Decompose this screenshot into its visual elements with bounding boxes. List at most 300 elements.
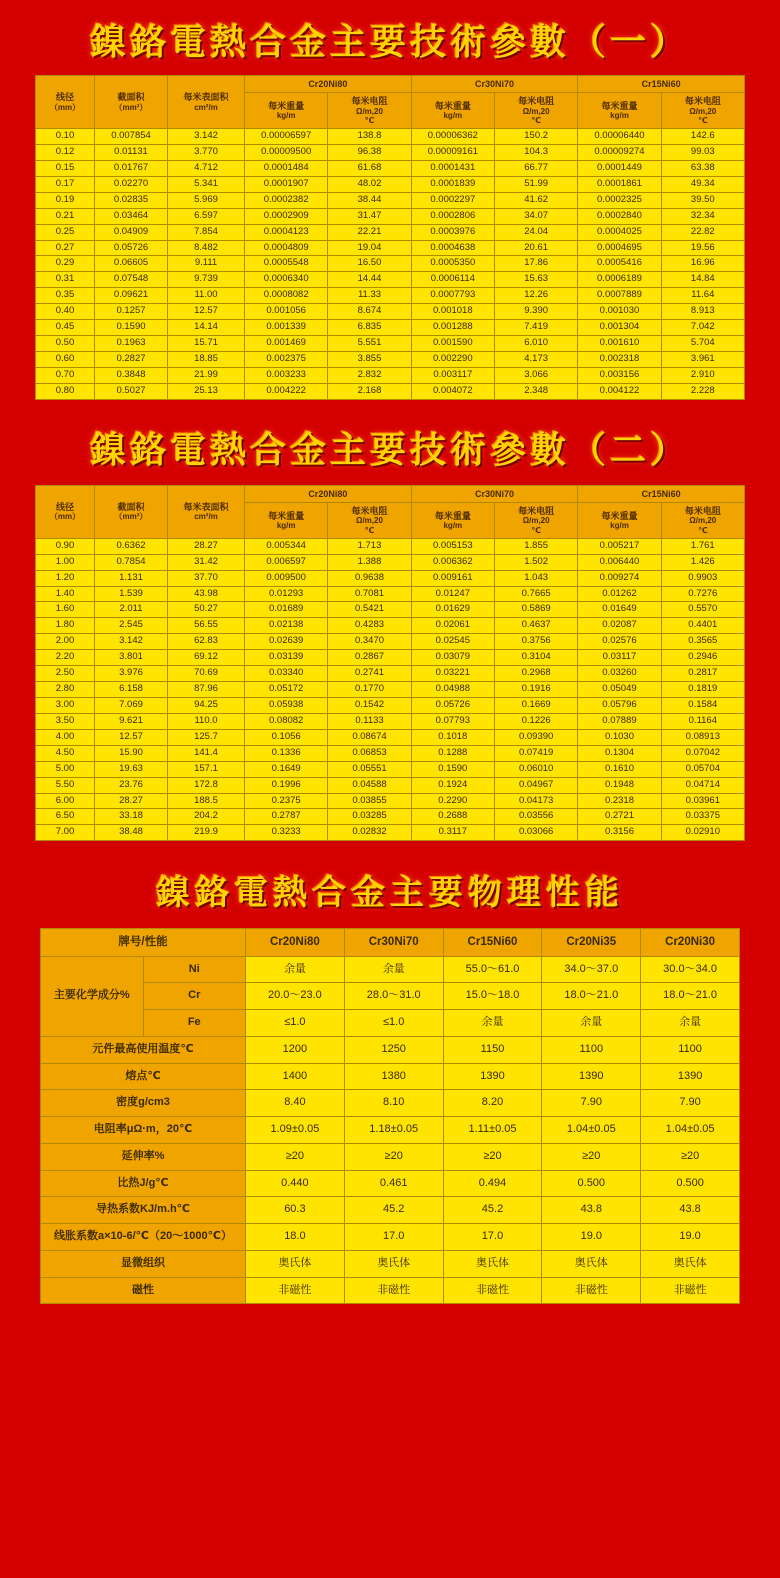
- table-cell: 0.1590: [95, 320, 168, 336]
- col-header-weight-1: 每米重量 kg/m: [245, 503, 328, 539]
- table-cell: 28.27: [95, 793, 168, 809]
- table-cell: 69.12: [168, 650, 245, 666]
- table-cell: 20.0～23.0: [246, 983, 345, 1010]
- table-cell: 0.494: [443, 1170, 542, 1197]
- table-cell: 8.674: [328, 304, 411, 320]
- table-cell: 12.26: [494, 288, 577, 304]
- table-cell: 0.0004638: [411, 240, 494, 256]
- table-row: [36, 570, 745, 586]
- row-header-property: 线胀系数a×10-6/℃（20～1000℃）: [41, 1224, 246, 1251]
- table-row: [36, 602, 745, 618]
- row-header-property: 导热系数KJ/m.h℃: [41, 1197, 246, 1224]
- physical-table-body: [41, 956, 740, 1304]
- table-cell: 219.9: [168, 825, 245, 841]
- table-cell: 25.13: [168, 383, 245, 399]
- table-row: [41, 1197, 740, 1224]
- row-header-property: 比热J/g℃: [41, 1170, 246, 1197]
- table-cell: 61.68: [328, 160, 411, 176]
- table-row: [36, 634, 745, 650]
- col-header-diameter: 线径 （mm）: [36, 485, 95, 538]
- table-cell: 0.03556: [494, 809, 577, 825]
- table-cell: 0.07548: [95, 272, 168, 288]
- table-cell: 9.621: [95, 713, 168, 729]
- table-row: [36, 777, 745, 793]
- table-cell: 1100: [542, 1036, 641, 1063]
- tech-table-1: [35, 75, 745, 400]
- table-cell: 0.500: [542, 1170, 641, 1197]
- table-cell: 94.25: [168, 698, 245, 714]
- table-cell: 8.40: [246, 1090, 345, 1117]
- table-cell: 0.07793: [411, 713, 494, 729]
- table-cell: 0.1610: [578, 761, 661, 777]
- table-row: [41, 1117, 740, 1144]
- table-cell: 0.006597: [245, 554, 328, 570]
- table-cell: 45.2: [443, 1197, 542, 1224]
- table-cell: 0.3156: [578, 825, 661, 841]
- col-header-cr20ni30: Cr20Ni30: [641, 929, 740, 956]
- table-cell: 110.0: [168, 713, 245, 729]
- cell-diameter: 0.27: [36, 240, 95, 256]
- table-cell: 6.010: [494, 336, 577, 352]
- table-cell: 0.0007889: [578, 288, 661, 304]
- table-cell: 4.712: [168, 160, 245, 176]
- table-row: [41, 1250, 740, 1277]
- table-cell: 0.0001484: [245, 160, 328, 176]
- table-cell: 43.98: [168, 586, 245, 602]
- table-cell: 奥氏体: [344, 1250, 443, 1277]
- table-cell: 0.0004123: [245, 224, 328, 240]
- table-cell: 0.02910: [661, 825, 744, 841]
- table-cell: ≥20: [344, 1143, 443, 1170]
- table-cell: 0.0007793: [411, 288, 494, 304]
- table-cell: 0.02835: [95, 192, 168, 208]
- table-cell: ≤1.0: [344, 1010, 443, 1037]
- table-cell: 0.0006189: [578, 272, 661, 288]
- table-cell: 0.0002840: [578, 208, 661, 224]
- tech-table-1-wrapper: [0, 75, 780, 400]
- cell-diameter: 1.00: [36, 554, 95, 570]
- table-cell: 0.0006114: [411, 272, 494, 288]
- table-row: [36, 713, 745, 729]
- table-cell: 7.90: [542, 1090, 641, 1117]
- table-cell: 150.2: [494, 129, 577, 145]
- physical-table-head: [41, 929, 740, 956]
- table-row: [36, 240, 745, 256]
- physical-table-wrapper: [0, 928, 780, 1304]
- table-cell: 1.539: [95, 586, 168, 602]
- table-cell: 1.713: [328, 538, 411, 554]
- table-cell: 104.3: [494, 144, 577, 160]
- table-cell: 0.1963: [95, 336, 168, 352]
- table-cell: 0.2318: [578, 793, 661, 809]
- table-cell: 1250: [344, 1036, 443, 1063]
- table-cell: 0.03221: [411, 666, 494, 682]
- col-header-area: 截面积 （mm²）: [95, 76, 168, 129]
- table-cell: 0.0002325: [578, 192, 661, 208]
- table-row: [36, 793, 745, 809]
- cell-diameter: 4.50: [36, 745, 95, 761]
- table-cell: 96.38: [328, 144, 411, 160]
- row-header-property: 延伸率%: [41, 1143, 246, 1170]
- table-cell: 1.426: [661, 554, 744, 570]
- cell-diameter: 5.00: [36, 761, 95, 777]
- col-header-resistance-1: 每米电阻 Ω/m,20 ℃: [328, 93, 411, 129]
- table-cell: 21.99: [168, 367, 245, 383]
- table-cell: 1.761: [661, 538, 744, 554]
- cell-diameter: 2.80: [36, 682, 95, 698]
- table-cell: 0.0004809: [245, 240, 328, 256]
- table-cell: 0.2688: [411, 809, 494, 825]
- table-cell: 6.835: [328, 320, 411, 336]
- table-cell: 20.61: [494, 240, 577, 256]
- table-cell: 0.002375: [245, 351, 328, 367]
- cell-diameter: 3.00: [36, 698, 95, 714]
- table-cell: 0.05049: [578, 682, 661, 698]
- table-cell: 1390: [641, 1063, 740, 1090]
- table-row: [36, 666, 745, 682]
- row-header-property: 磁性: [41, 1277, 246, 1304]
- table-cell: 8.482: [168, 240, 245, 256]
- page-title-3: 鎳鉻電熱合金主要物理性能: [156, 873, 624, 914]
- table-cell: 0.01262: [578, 586, 661, 602]
- table-cell: 0.1018: [411, 729, 494, 745]
- table-cell: 0.00009274: [578, 144, 661, 160]
- table-row: [36, 618, 745, 634]
- col-header-grade: 牌号/性能: [41, 929, 246, 956]
- table-cell: 28.27: [168, 538, 245, 554]
- row-header-element: Ni: [143, 956, 246, 983]
- table-cell: 0.0002909: [245, 208, 328, 224]
- cell-diameter: 1.80: [36, 618, 95, 634]
- table-cell: 1.11±0.05: [443, 1117, 542, 1144]
- table-cell: 50.27: [168, 602, 245, 618]
- table-cell: 11.64: [661, 288, 744, 304]
- table-cell: 0.1948: [578, 777, 661, 793]
- table-cell: 0.04988: [411, 682, 494, 698]
- table-row: [36, 272, 745, 288]
- table-cell: 0.1669: [494, 698, 577, 714]
- col-header-surface: 每米表面积 cm²/m: [168, 485, 245, 538]
- table-cell: 非磁性: [344, 1277, 443, 1304]
- table-cell: 0.005153: [411, 538, 494, 554]
- table-cell: 0.006362: [411, 554, 494, 570]
- table-cell: 19.0: [542, 1224, 641, 1251]
- table-cell: 22.82: [661, 224, 744, 240]
- table-cell: 0.3848: [95, 367, 168, 383]
- table-cell: 0.1916: [494, 682, 577, 698]
- table-cell: 0.005217: [578, 538, 661, 554]
- table-row: [36, 650, 745, 666]
- table-cell: 24.04: [494, 224, 577, 240]
- table-cell: 4.173: [494, 351, 577, 367]
- table-row: [36, 144, 745, 160]
- table-cell: 1.502: [494, 554, 577, 570]
- table-row: [36, 129, 745, 145]
- table-row: [36, 729, 745, 745]
- table-cell: 0.05938: [245, 698, 328, 714]
- table-cell: 34.07: [494, 208, 577, 224]
- cell-diameter: 0.19: [36, 192, 95, 208]
- col-header-resistance-2: 每米电阻 Ω/m,20 ℃: [494, 93, 577, 129]
- cell-diameter: 3.50: [36, 713, 95, 729]
- table-cell: 0.07042: [661, 745, 744, 761]
- table-cell: 1.04±0.05: [542, 1117, 641, 1144]
- cell-diameter: 1.40: [36, 586, 95, 602]
- table-cell: 1.131: [95, 570, 168, 586]
- table-cell: 17.0: [344, 1224, 443, 1251]
- table-cell: 99.03: [661, 144, 744, 160]
- table-row: [41, 1063, 740, 1090]
- table-cell: 2.545: [95, 618, 168, 634]
- table-cell: 0.1056: [245, 729, 328, 745]
- table-cell: 0.05796: [578, 698, 661, 714]
- table-cell: 0.03117: [578, 650, 661, 666]
- table-cell: 1100: [641, 1036, 740, 1063]
- table-cell: 1.18±0.05: [344, 1117, 443, 1144]
- table-cell: 0.04588: [328, 777, 411, 793]
- col-header-group-cr15ni60: Cr15Ni60: [578, 485, 745, 502]
- table-cell: 非磁性: [641, 1277, 740, 1304]
- table-cell: 15.71: [168, 336, 245, 352]
- table-cell: 0.001339: [245, 320, 328, 336]
- table-cell: 0.02061: [411, 618, 494, 634]
- table-cell: 17.0: [443, 1224, 542, 1251]
- table-cell: 0.006440: [578, 554, 661, 570]
- table-cell: 138.8: [328, 129, 411, 145]
- table-cell: 0.002290: [411, 351, 494, 367]
- table-row: [36, 256, 745, 272]
- table-cell: 奥氏体: [443, 1250, 542, 1277]
- table-cell: 0.03855: [328, 793, 411, 809]
- table-row: [36, 176, 745, 192]
- table-cell: 31.47: [328, 208, 411, 224]
- table-cell: 0.005344: [245, 538, 328, 554]
- cell-diameter: 0.90: [36, 538, 95, 554]
- col-header-diameter: 线径 （mm）: [36, 76, 95, 129]
- table-cell: 0.001288: [411, 320, 494, 336]
- table-cell: 0.0005416: [578, 256, 661, 272]
- table-cell: 2.348: [494, 383, 577, 399]
- table-cell: 0.3470: [328, 634, 411, 650]
- col-header-cr30ni70: Cr30Ni70: [344, 929, 443, 956]
- table-cell: 0.0005548: [245, 256, 328, 272]
- table-cell: 7.854: [168, 224, 245, 240]
- table-cell: 0.05726: [411, 698, 494, 714]
- table-cell: 0.5027: [95, 383, 168, 399]
- table-cell: 0.440: [246, 1170, 345, 1197]
- table-row: [36, 698, 745, 714]
- table-cell: 31.42: [168, 554, 245, 570]
- table-cell: 0.004122: [578, 383, 661, 399]
- table-cell: 0.001304: [578, 320, 661, 336]
- table-cell: 3.961: [661, 351, 744, 367]
- table-cell: 9.739: [168, 272, 245, 288]
- table-cell: 1.09±0.05: [246, 1117, 345, 1144]
- table-cell: 0.7665: [494, 586, 577, 602]
- table-cell: 0.3104: [494, 650, 577, 666]
- cell-diameter: 0.25: [36, 224, 95, 240]
- table-cell: 0.02545: [411, 634, 494, 650]
- table-cell: 1150: [443, 1036, 542, 1063]
- table-cell: 172.8: [168, 777, 245, 793]
- cell-diameter: 0.17: [36, 176, 95, 192]
- table-cell: 33.18: [95, 809, 168, 825]
- table-header-row: [41, 929, 740, 956]
- table-cell: 37.70: [168, 570, 245, 586]
- table-cell: 41.62: [494, 192, 577, 208]
- table-cell: 0.5570: [661, 602, 744, 618]
- table-cell: ≥20: [641, 1143, 740, 1170]
- table-cell: 0.5421: [328, 602, 411, 618]
- table-row: [41, 1036, 740, 1063]
- table-cell: 0.0001907: [245, 176, 328, 192]
- table-cell: 0.0008082: [245, 288, 328, 304]
- table-cell: 17.86: [494, 256, 577, 272]
- table-cell: 余量: [641, 1010, 740, 1037]
- table-cell: 12.57: [95, 729, 168, 745]
- table-cell: 0.6362: [95, 538, 168, 554]
- table-cell: 0.01767: [95, 160, 168, 176]
- table-cell: 6.597: [168, 208, 245, 224]
- cell-diameter: 0.50: [36, 336, 95, 352]
- table-cell: 0.05704: [661, 761, 744, 777]
- table-cell: 0.05551: [328, 761, 411, 777]
- table-cell: 0.0001449: [578, 160, 661, 176]
- table-cell: 6.158: [95, 682, 168, 698]
- table-cell: 0.001018: [411, 304, 494, 320]
- table-row: [41, 1277, 740, 1304]
- table-row: [36, 554, 745, 570]
- table-cell: 0.02832: [328, 825, 411, 841]
- table-cell: 38.44: [328, 192, 411, 208]
- table-row: [36, 304, 745, 320]
- table-cell: 0.500: [641, 1170, 740, 1197]
- table-row: [41, 1170, 740, 1197]
- table-cell: 0.001030: [578, 304, 661, 320]
- table-cell: 18.85: [168, 351, 245, 367]
- table-cell: 2.168: [328, 383, 411, 399]
- table-cell: 15.63: [494, 272, 577, 288]
- table-cell: 非磁性: [443, 1277, 542, 1304]
- table-cell: 51.99: [494, 176, 577, 192]
- table-cell: 0.0002297: [411, 192, 494, 208]
- table-cell: 0.06853: [328, 745, 411, 761]
- table-row: [36, 825, 745, 841]
- table-cell: 0.07419: [494, 745, 577, 761]
- table-cell: 0.2721: [578, 809, 661, 825]
- cell-diameter: 0.31: [36, 272, 95, 288]
- table-cell: 0.0002382: [245, 192, 328, 208]
- table-cell: 0.02087: [578, 618, 661, 634]
- table-cell: 0.2946: [661, 650, 744, 666]
- table-cell: 0.0004695: [578, 240, 661, 256]
- table-cell: 30.0～34.0: [641, 956, 740, 983]
- table-cell: 5.969: [168, 192, 245, 208]
- table-cell: 14.14: [168, 320, 245, 336]
- table-row: [36, 288, 745, 304]
- table-cell: 3.801: [95, 650, 168, 666]
- table-cell: 0.009274: [578, 570, 661, 586]
- table-row: [36, 320, 745, 336]
- physical-properties-table: [40, 928, 740, 1304]
- table-cell: 18.0～21.0: [542, 983, 641, 1010]
- table-cell: 0.0001861: [578, 176, 661, 192]
- table-cell: 45.2: [344, 1197, 443, 1224]
- table-cell: 0.03340: [245, 666, 328, 682]
- table-row: [36, 367, 745, 383]
- table-cell: 0.09390: [494, 729, 577, 745]
- table-cell: 0.7854: [95, 554, 168, 570]
- table-cell: 0.0005350: [411, 256, 494, 272]
- table-cell: 0.00006362: [411, 129, 494, 145]
- row-header-chemical-composition: 主要化学成分%: [41, 956, 144, 1036]
- table-cell: 0.2827: [95, 351, 168, 367]
- table-cell: 19.63: [95, 761, 168, 777]
- cell-diameter: 0.21: [36, 208, 95, 224]
- table-cell: 0.00006597: [245, 129, 328, 145]
- table-cell: 2.910: [661, 367, 744, 383]
- table-cell: 2.228: [661, 383, 744, 399]
- table-cell: 87.96: [168, 682, 245, 698]
- table-cell: 0.4283: [328, 618, 411, 634]
- table-cell: 0.4637: [494, 618, 577, 634]
- table-row: [36, 682, 745, 698]
- table-cell: 0.001610: [578, 336, 661, 352]
- col-header-resistance-2: 每米电阻 Ω/m,20 ℃: [494, 503, 577, 539]
- row-header-property: 密度g/cm3: [41, 1090, 246, 1117]
- table-row: [36, 586, 745, 602]
- table-cell: 0.1164: [661, 713, 744, 729]
- table-cell: 1200: [246, 1036, 345, 1063]
- table-cell: 奥氏体: [246, 1250, 345, 1277]
- table-cell: 15.90: [95, 745, 168, 761]
- table-cell: 0.2817: [661, 666, 744, 682]
- table-cell: 1.04±0.05: [641, 1117, 740, 1144]
- row-header-property: 元件最高使用温度℃: [41, 1036, 246, 1063]
- table-cell: 0.02639: [245, 634, 328, 650]
- table-header-row-top: [36, 485, 745, 502]
- table-cell: 0.09621: [95, 288, 168, 304]
- table-cell: 0.1770: [328, 682, 411, 698]
- table-cell: 0.001056: [245, 304, 328, 320]
- table-row: [36, 336, 745, 352]
- table-cell: 0.0006340: [245, 272, 328, 288]
- table-cell: 0.3117: [411, 825, 494, 841]
- table-cell: 56.55: [168, 618, 245, 634]
- table-cell: 0.4401: [661, 618, 744, 634]
- table-cell: ≥20: [542, 1143, 641, 1170]
- table-cell: 0.03139: [245, 650, 328, 666]
- table-cell: 43.8: [641, 1197, 740, 1224]
- table-cell: 0.05726: [95, 240, 168, 256]
- col-header-weight-3: 每米重量 kg/m: [578, 503, 661, 539]
- table-cell: 0.00009161: [411, 144, 494, 160]
- table-cell: ≥20: [246, 1143, 345, 1170]
- table-cell: 18.0～21.0: [641, 983, 740, 1010]
- table-cell: 66.77: [494, 160, 577, 176]
- row-header-property: 熔点℃: [41, 1063, 246, 1090]
- table-cell: 0.9638: [328, 570, 411, 586]
- table-row: [41, 1090, 740, 1117]
- table-cell: 0.04714: [661, 777, 744, 793]
- table-cell: 0.1996: [245, 777, 328, 793]
- table-row: [41, 1143, 740, 1170]
- table-cell: 157.1: [168, 761, 245, 777]
- table-cell: 8.10: [344, 1090, 443, 1117]
- table-cell: 34.0～37.0: [542, 956, 641, 983]
- table-cell: 0.03375: [661, 809, 744, 825]
- col-header-weight-2: 每米重量 kg/m: [411, 503, 494, 539]
